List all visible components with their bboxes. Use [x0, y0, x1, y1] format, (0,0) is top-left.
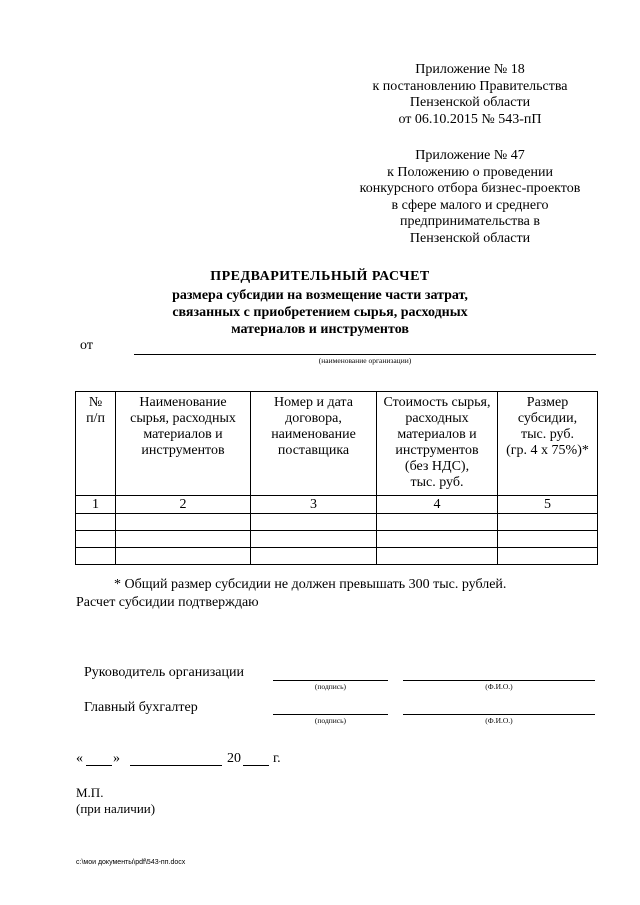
annex-line: к Положению о проведении — [387, 164, 553, 180]
head-of-organization-label: Руководитель организации — [84, 665, 244, 680]
table-cell[interactable] — [498, 531, 598, 548]
header-line: тыс. руб. — [521, 427, 574, 442]
chief-accountant-label: Главный бухгалтер — [84, 700, 198, 715]
table-cell[interactable] — [76, 531, 116, 548]
signature-caption: (подпись) — [314, 716, 347, 725]
table-row — [76, 548, 598, 565]
head-name-field[interactable] — [403, 680, 595, 681]
header-line: п/п — [86, 411, 105, 426]
table-cell[interactable] — [76, 548, 116, 565]
annex-line: предпринимательства в — [399, 214, 540, 229]
table-row — [76, 514, 598, 531]
header-line: Номер и дата — [274, 395, 353, 410]
header-cell-number — [76, 392, 116, 496]
annex-line: в сфере малого и среднего — [391, 197, 549, 213]
column-number: 5 — [498, 496, 598, 514]
annex-line: от 06.10.2015 № 543-пП — [398, 111, 542, 127]
header-cell-subsidy — [498, 392, 598, 496]
annex-line: к постановлению Правительства — [372, 78, 568, 94]
column-number: 3 — [251, 496, 377, 514]
column-number-row — [76, 496, 598, 514]
table-cell[interactable] — [377, 514, 498, 531]
table-cell[interactable] — [498, 548, 598, 565]
table-cell[interactable] — [116, 548, 251, 565]
header-line: расходных — [405, 411, 469, 426]
table-header-row — [76, 392, 598, 496]
annex-line: Пензенской области — [409, 95, 531, 110]
header-line: сырья, расходных — [130, 411, 236, 426]
table-cell[interactable] — [251, 531, 377, 548]
header-line: (гр. 4 х 75%)* — [506, 443, 589, 458]
column-number: 1 — [76, 496, 116, 514]
header-cell-material-name — [116, 392, 251, 496]
header-line: материалов и — [397, 427, 477, 442]
date-open-quote: « — [76, 751, 83, 766]
subtitle-line: материалов и инструментов — [231, 322, 409, 337]
table-cell[interactable] — [116, 531, 251, 548]
stamp-label: М.П. — [76, 785, 104, 800]
organization-name-field[interactable] — [134, 354, 596, 355]
date-year-suffix: г. — [273, 751, 281, 766]
annex-block-government-decree — [350, 62, 590, 128]
stamp-note: (при наличии) — [76, 801, 156, 816]
header-line: (без НДС), — [404, 459, 470, 474]
signature-caption: (подпись) — [314, 682, 347, 691]
accountant-name-field[interactable] — [403, 714, 595, 715]
annex-line: Приложение № 18 — [415, 62, 525, 77]
table-cell[interactable] — [377, 531, 498, 548]
name-caption: (Ф.И.О.) — [485, 682, 513, 691]
file-path-footer: c:\мои документы\pdf\543-пп.docx — [76, 859, 186, 866]
header-line: поставщика — [277, 443, 350, 458]
date-year-field[interactable] — [243, 765, 269, 766]
header-cell-cost — [377, 392, 498, 496]
name-caption: (Ф.И.О.) — [485, 716, 513, 725]
from-label: от — [80, 338, 93, 353]
header-line: субсидии, — [517, 411, 578, 426]
header-line: наименование — [271, 427, 356, 442]
annex-line: Приложение № 47 — [415, 148, 525, 163]
table-cell[interactable] — [116, 514, 251, 531]
subtitle-line: размера субсидии на возмещение части затрат, — [172, 288, 468, 303]
annex-block-regulation — [340, 148, 600, 247]
document-subtitle — [100, 287, 540, 338]
date-year-prefix: 20 — [227, 751, 241, 766]
table-cell[interactable] — [251, 548, 377, 565]
stamp-block — [76, 785, 155, 817]
date-close-quote: » — [113, 751, 120, 766]
table-cell[interactable] — [251, 514, 377, 531]
organization-name-caption: (наименование организации) — [318, 356, 412, 365]
head-signature-field[interactable] — [273, 680, 388, 681]
table-cell[interactable] — [76, 514, 116, 531]
header-line: инструментов — [395, 443, 479, 458]
table-cell[interactable] — [377, 548, 498, 565]
header-line: материалов и — [143, 427, 223, 442]
subtitle-line: связанных с приобретением сырья, расходных — [172, 305, 468, 320]
document-title: ПРЕДВАРИТЕЛЬНЫЙ РАСЧЕТ — [210, 269, 430, 284]
header-line: № — [88, 395, 103, 410]
table-row — [76, 531, 598, 548]
header-line: инструментов — [141, 443, 225, 458]
header-line: Размер — [526, 395, 569, 410]
header-line: Стоимость сырья, — [383, 395, 491, 410]
date-day-field[interactable] — [86, 765, 112, 766]
column-number: 2 — [116, 496, 251, 514]
header-line: Наименование — [139, 395, 227, 410]
annex-line: Пензенской области — [409, 230, 531, 246]
table-cell[interactable] — [498, 514, 598, 531]
header-cell-contract — [251, 392, 377, 496]
accountant-signature-field[interactable] — [273, 714, 388, 715]
confirmation-text: Расчет субсидии подтверждаю — [76, 595, 259, 610]
subsidy-limit-note: * Общий размер субсидии не должен превышать 300 тыс. рублей. — [114, 577, 507, 592]
header-line: договора, — [285, 411, 342, 426]
header-line: тыс. руб. — [410, 475, 464, 490]
calculation-table — [75, 391, 598, 565]
column-number: 4 — [377, 496, 498, 514]
annex-line: конкурсного отбора бизнес-проектов — [359, 181, 581, 196]
date-month-field[interactable] — [130, 765, 222, 766]
